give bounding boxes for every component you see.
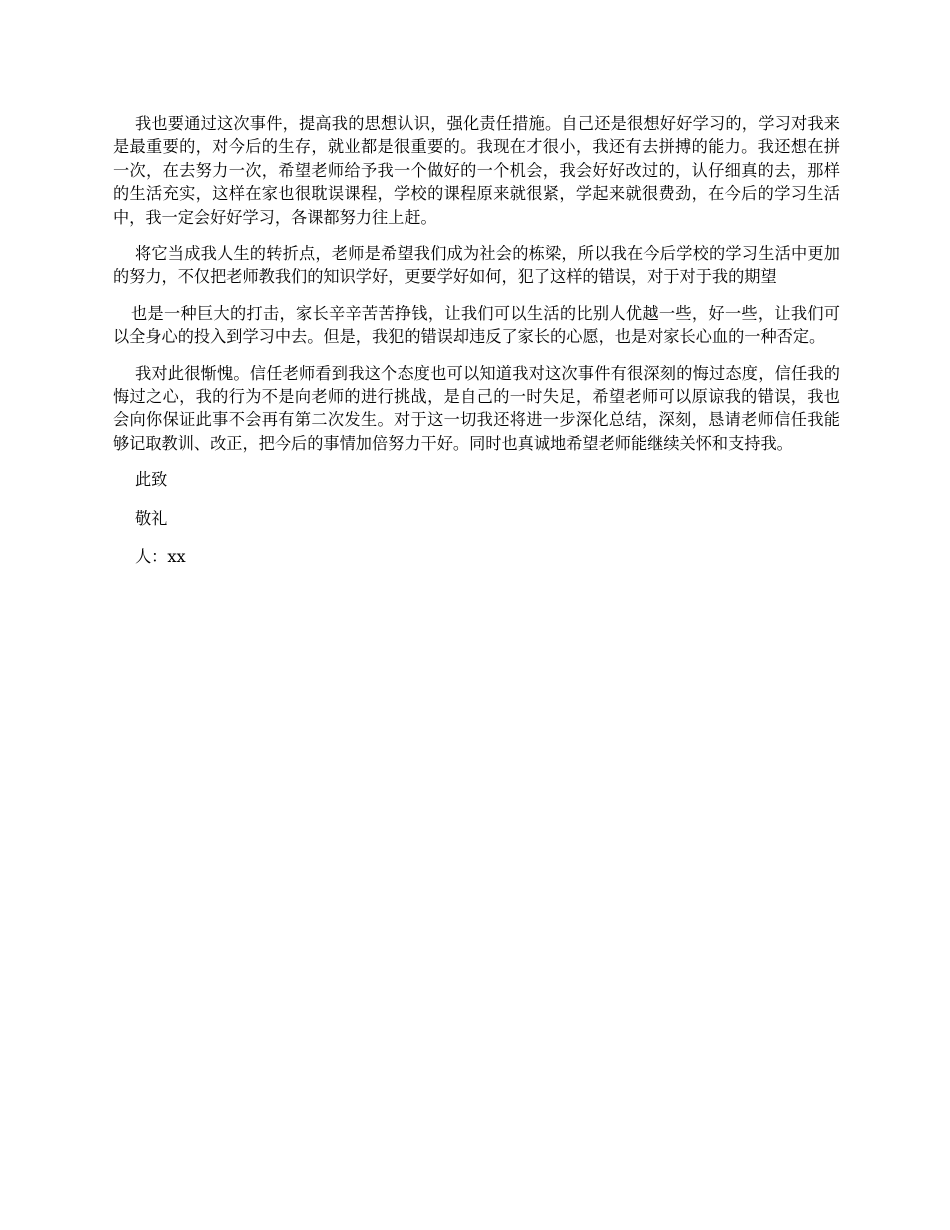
paragraph-2: 将它当成我人生的转折点，老师是希望我们成为社会的栋梁，所以我在今后学校的学习生活中更加的努力，不仅把老师教我们的知识学好，更要学好如何，犯了这样的错误，对于对于我的期望 <box>113 244 840 287</box>
paragraph-1: 我也要通过这次事件，提高我的思想认识，强化责任措施。自己还是很想好好学习的，学习对我来是最重要的，对今后的生存，就业都是很重要的。我现在才很小，我还有去拼搏的能力。我还想在拼一次，在去努力一次，希望老师给予我一个做好的一个机会，我会好好改过的，认仔细真的去，那样的生活充实，这样在家也很耽误课程，学校的课程原来就很紧，学起来就很费劲，在今后的学习生活中，我一定会好好学习，各课都努力往上赶。 <box>113 114 840 227</box>
paragraph-3: 也是一种巨大的打击，家长辛辛苦苦挣钱，让我们可以生活的比别人优越一些，好一些，让我们可以全身心的投入到学习中去。但是，我犯的错误却违反了家长的心愿，也是对家长心血的一种否定。 <box>113 303 840 347</box>
signature: 人：xx <box>135 547 186 567</box>
closing-regards: 敬礼 <box>135 508 168 528</box>
paragraph-4: 我对此很惭愧。信任老师看到我这个态度也可以知道我对这次事件有很深刻的悔过态度，信任我的悔过之心，我的行为不是向老师的进行挑战，是自己的一时失足，希望老师可以原谅我的错误，我也会向你保证此事不会再有第二次发生。对于这一切我还将进一步深化总结，深刻，恳请老师信任我能够记取教训、改正，把今后的事情加倍努力干好。同时也真诚地希望老师能继续关怀和支持我。 <box>113 363 840 453</box>
closing-salutation: 此致 <box>135 470 168 490</box>
document-page <box>113 112 840 569</box>
